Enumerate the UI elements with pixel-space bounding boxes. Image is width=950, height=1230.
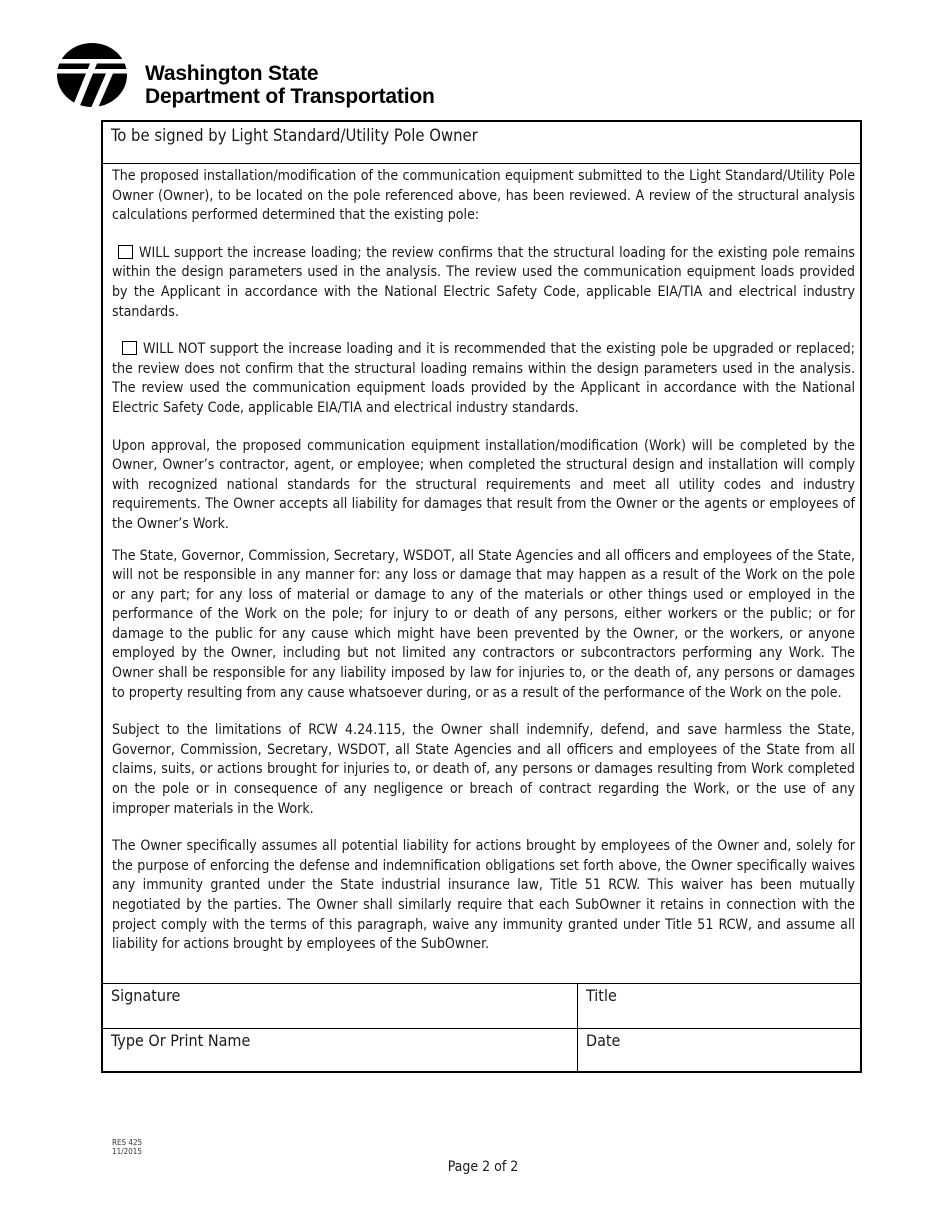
print-name-field[interactable] bbox=[103, 1028, 578, 1072]
date-label: Date bbox=[586, 1031, 621, 1050]
agency-line-1: Washington State bbox=[145, 62, 319, 85]
date-field[interactable] bbox=[578, 1028, 860, 1072]
liability-paragraph: The Owner specifically assumes all potential liability for actions brought by employees of the Owner and, solely for the purpose of enforcing the defense and indemnification obligations set forth above, the Owner specifically waives any immunity granted under the State industrial insurance law, Title 51 RCW. This waiver has been mutually negotiated by the parties. The Owner shall similarly require that each SubOwner it retains in connection with the project comply with the terms of this paragraph, waive any immunity granted under Title 51 RCW, and assume all liability for actions brought by employees of the SubOwner. bbox=[112, 838, 855, 953]
form-number-code: RES 425 bbox=[112, 1138, 143, 1147]
signature-field[interactable] bbox=[103, 984, 578, 1028]
signature-table bbox=[103, 983, 860, 1072]
will-not-checkbox[interactable] bbox=[122, 341, 137, 355]
wsdot-logo bbox=[56, 42, 128, 108]
agency-line-2: Department of Transportation bbox=[145, 85, 435, 108]
option-will-not-text: WILL NOT support the increase loading and it is recommended that the existing pole be upgraded or replaced; the review does not confirm that the structural loading remains within the design parameters used in the analysis. The review used the communication equipment loads provided by the Applicant in accordance with the National Electric Safety Code, applicable EIA/TIA and electrical industry standards. bbox=[112, 341, 855, 416]
indemnify-paragraph: Subject to the limitations of RCW 4.24.115, the Owner shall indemnify, defend, and save harmless the State, Governor, Commission, Secretary, WSDOT, all State Agencies and all officers and employees of the State from all claims, suits, or actions brought for injuries to, or death of, any persons or damages resulting from Work completed on the pole or in consequence of any negligence or breach of contract regarding the Work, or the use of any improper materials in the Work. bbox=[112, 722, 855, 817]
form-number-date: 11/2015 bbox=[112, 1147, 142, 1156]
option-will-text: WILL support the increase loading; the review confirms that the structural loading for the existing pole remains within the design parameters used in the analysis. The review used the communication equipment loads provided by the Applicant in accordance with the National Electric Safety Code, applicable EIA/TIA and electrical industry standards. bbox=[112, 244, 855, 320]
form-number bbox=[112, 1138, 142, 1156]
form-title: To be signed by Light Standard/Utility Pole Owner bbox=[103, 122, 860, 164]
option-will-not bbox=[112, 340, 855, 418]
signature-label: Signature bbox=[111, 986, 181, 1005]
form-body bbox=[112, 167, 855, 955]
intro-paragraph: The proposed installation/modification of the communication equipment submitted to the Light Standard/Utility Pole Owner (Owner), to be located on the pole referenced above, has been reviewed. A review of the structural analysis calculations performed determined that the existing pole: bbox=[112, 168, 855, 224]
title-field[interactable] bbox=[578, 984, 860, 1028]
print-name-label: Type Or Print Name bbox=[111, 1031, 251, 1050]
page-number: Page 2 of 2 bbox=[447, 1159, 519, 1175]
owner-form bbox=[101, 120, 862, 1073]
title-label: Title bbox=[586, 986, 617, 1005]
state-paragraph: The State, Governor, Commission, Secretary, WSDOT, all State Agencies and all officers and employees of the State, will not be responsible in any manner for: any loss or damage that may happen as a result of the Work on the pole or any part; for any loss of material or damage to any of the materials or other things used or employed in the performance of the Work on the pole; for injury to or death of any persons, either workers or the public; or for damage to the public for any cause which might have been prevented by the Owner, or the workers, or anyone employed by the Owner, including but not limited any contractors or subcontractors performing any Work. The Owner shall be responsible for any liability imposed by law for injuries to, or the death of, any persons or damages to property resulting from any cause whatsoever during, or as a result of the performance of the Work on the pole. bbox=[112, 547, 855, 701]
approval-paragraph: Upon approval, the proposed communication equipment installation/modification (Work) will be completed by the Owner, Owner’s contractor, agent, or employee; when completed the structural design and installation will comply with recognized national standards for the structural requirements and meet all utility codes and industry requirements. The Owner accepts all liability for damages that result from the Owner or the agents or employees of the Owner’s Work. bbox=[112, 437, 855, 532]
option-will bbox=[112, 244, 855, 322]
agency-name bbox=[145, 62, 435, 108]
will-checkbox[interactable] bbox=[118, 245, 133, 259]
